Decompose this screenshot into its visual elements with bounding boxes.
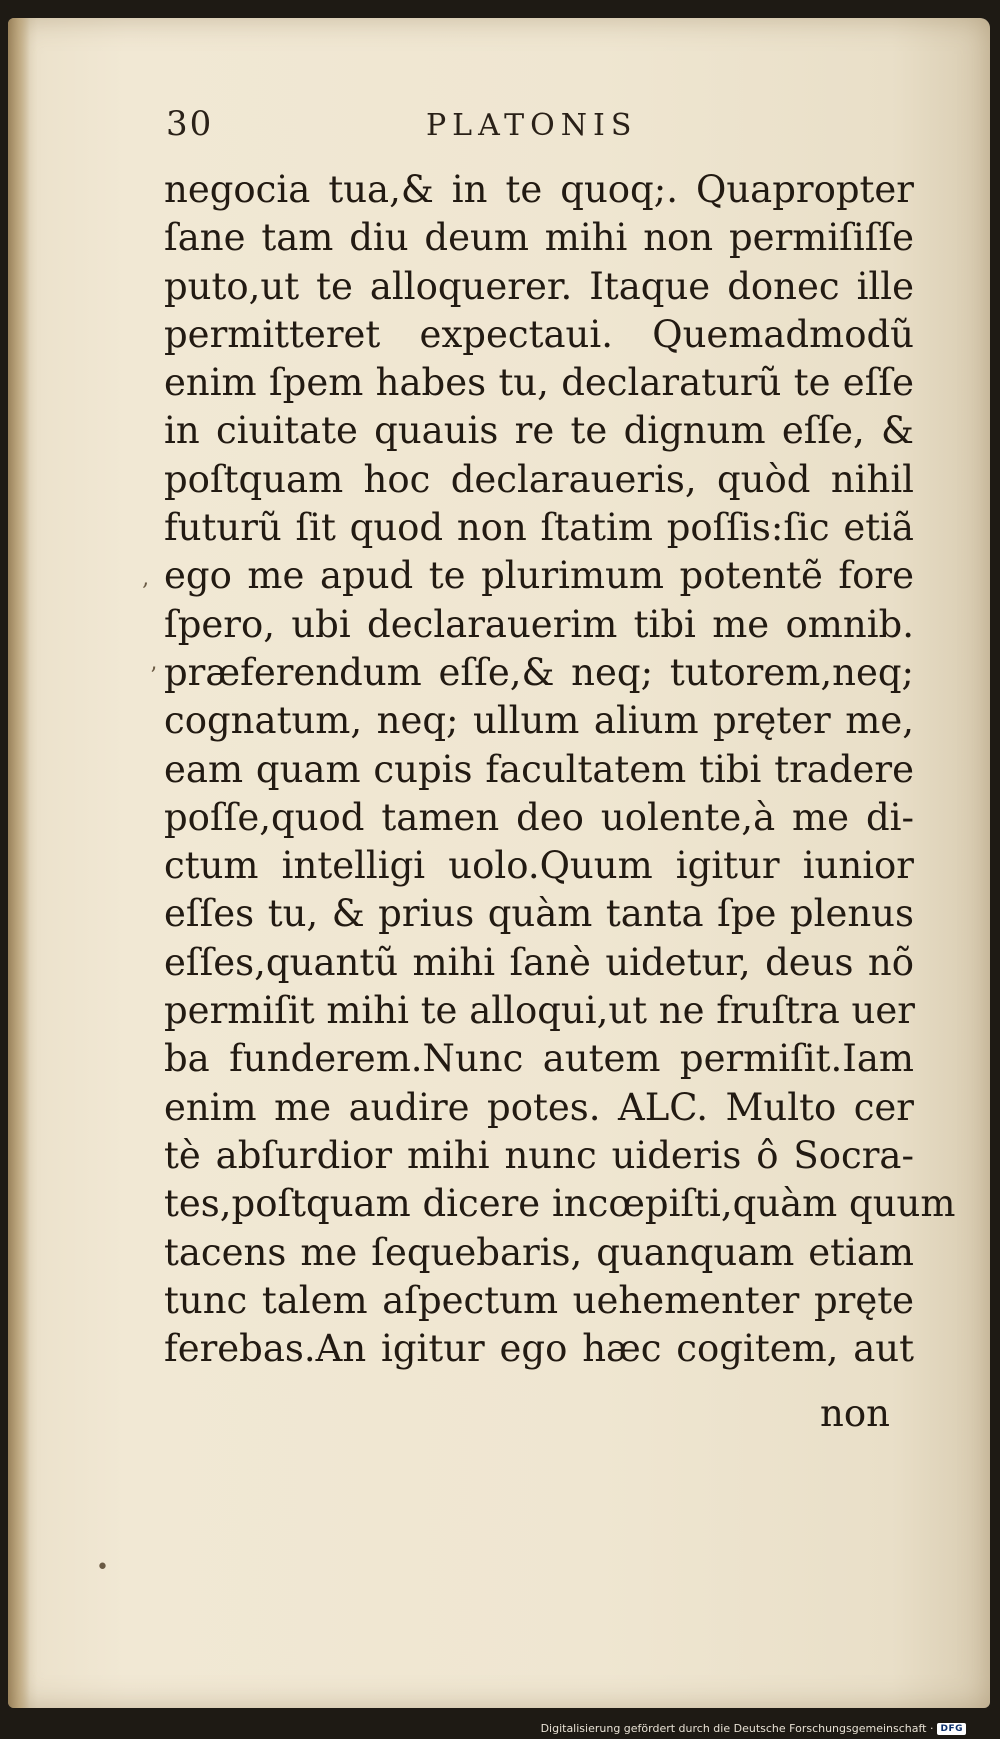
text-line: futurũ ſit quod non ſtatim poſſis:ſic etiã [164,506,914,550]
digitization-credit [541,1722,966,1735]
text-line: ctum intelligi uolo.Quum igitur iunior [164,844,914,888]
text-line: ego me apud te plurimum potentẽ fore [164,554,914,598]
text-line: poſtquam hoc declaraueris, quòd nihil [164,457,914,501]
margin-mark: • [96,1555,109,1580]
margin-mark: ‚ [142,566,149,591]
text-line: tè abſurdior mihi nunc uideris ô Socra- [164,1133,914,1177]
text-line: cognatum, neq; ullum alium pręter me, [164,699,914,743]
body-text [164,166,956,1373]
text-line: tunc talem aſpectum uehementer pręte [164,1278,914,1322]
text-line: permiſit mihi te alloqui,ut ne fruſtra uer [164,989,915,1033]
text-line: eam quam cupis facultatem tibi tradere [164,747,914,791]
text-line: eſſes tu, & prius quàm tanta ſpe plenus [164,892,914,936]
page-header [166,104,686,150]
text-line: negocia tua,& in te quoq;. Quapropter [164,168,914,211]
text-line: ſane tam diu deum mihi non permiſiſſe [164,216,914,260]
credit-text: Digitalisierung gefördert durch die Deutsche Forschungsgemeinschaft · [540,1722,934,1735]
page-number: 30 [166,104,214,144]
text-line: ferebas.An igitur ego hæc cogitem, aut [164,1327,914,1371]
text-line: poſſe,quod tamen deo uolente,à me di- [164,795,914,839]
text-line: ſpero, ubi declarauerim tibi me omnib. [164,602,914,646]
text-line: præferendum eſſe,& neq; tutorem,neq; [164,650,914,694]
text-line: puto,ut te alloquerer. Itaque donec ille [164,264,914,308]
margin-mark: ’ [150,664,157,689]
running-title: PLATONIS [426,108,638,143]
text-line: tes,poſtquam dicere incœpiſti,quàm quum [164,1182,956,1226]
text-line: in ciuitate quauis re te dignum eſſe, & [164,409,914,453]
text-line: tacens me ſequebaris, quanquam etiam [164,1230,914,1274]
text-line: permitteret expectaui. Quemadmodũ [164,312,914,356]
text-line: enim ſpem habes tu, declaraturũ te eſſe [164,361,914,405]
spine-shadow [8,18,30,1708]
text-line: enim me audire potes. ALC. Multo cer [164,1085,914,1129]
dfg-logo: DFG [937,1723,966,1735]
text-line: ba funderem.Nunc autem permiſit.Iam [164,1037,914,1081]
catchword: non [820,1392,890,1435]
text-line: eſſes,quantũ mihi ſanè uidetur, deus nõ [164,940,914,984]
